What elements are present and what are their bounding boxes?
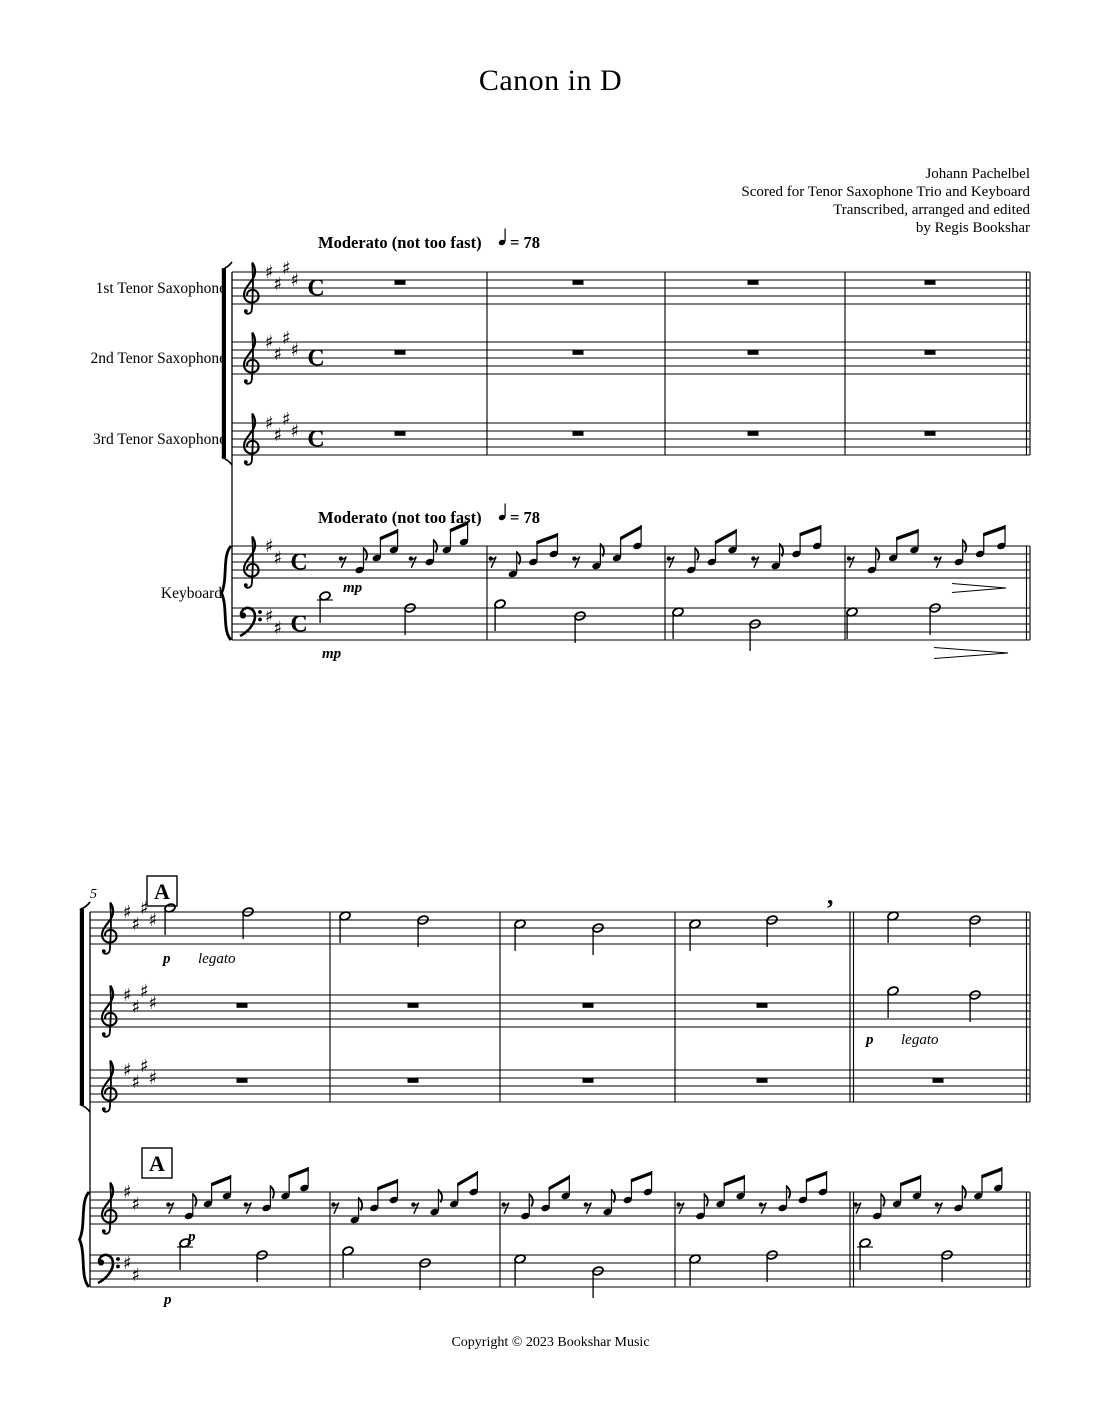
- whole-rest-icon: [573, 280, 584, 285]
- half-note: [339, 911, 351, 943]
- sharp-icon: ♯: [140, 898, 149, 919]
- dynamic-p: p: [188, 1229, 196, 1245]
- measure-number: 5: [90, 887, 97, 902]
- svg-text:A: A: [154, 879, 170, 904]
- beam: [289, 1167, 309, 1179]
- dynamic-mp: mp: [322, 646, 342, 662]
- credit-arranger: by Regis Bookshar: [915, 220, 1030, 236]
- sharp-icon: ♯: [140, 1056, 149, 1077]
- staff-sax1: [232, 272, 1030, 304]
- breath-mark-icon: ,: [827, 881, 834, 910]
- half-note: [689, 919, 701, 951]
- system-2: [80, 876, 1031, 1308]
- whole-rest-icon: [583, 1078, 594, 1083]
- system-1: [90, 229, 1030, 663]
- svg-text:Moderato (not too fast): Moderato (not too fast): [318, 508, 482, 527]
- credit-scoring: Scored for Tenor Saxophone Trio and Keyboard: [741, 184, 1030, 200]
- svg-text:Moderato (not too fast): Moderato (not too fast): [318, 233, 482, 252]
- half-note: [342, 1246, 354, 1278]
- sharp-icon: ♯: [123, 1253, 132, 1274]
- beam: [620, 525, 642, 541]
- piece-title: Canon in D: [478, 64, 623, 97]
- sharp-icon: ♯: [123, 1060, 132, 1081]
- sharp-icon: ♯: [265, 413, 274, 434]
- beam: [211, 1175, 231, 1187]
- sharp-icon: ♯: [123, 902, 132, 923]
- sharp-icon: ♯: [148, 910, 158, 931]
- sharp-icon: ♯: [131, 997, 141, 1018]
- beam: [724, 1175, 745, 1187]
- beam: [715, 529, 737, 545]
- staff-sax3: [232, 423, 1030, 455]
- half-note: [514, 1254, 526, 1286]
- whole-rest-icon: [237, 1078, 248, 1083]
- staff-sax2: [232, 342, 1030, 374]
- credit-composer: Johann Pachelbel: [925, 166, 1030, 182]
- staff-kbd-lh: [90, 1255, 1030, 1287]
- common-time-icon: C: [290, 611, 308, 638]
- sharp-icon: ♯: [273, 344, 283, 365]
- sharp-icon: ♯: [148, 1068, 158, 1089]
- svg-text:= 78: = 78: [510, 508, 541, 527]
- sharp-icon: ♯: [282, 258, 291, 279]
- keyboard-brace: [222, 546, 232, 640]
- sharp-icon: ♯: [265, 262, 274, 283]
- sharp-icon: ♯: [131, 914, 141, 935]
- sax-group-bracket: [80, 909, 84, 1105]
- beam: [549, 1175, 570, 1191]
- half-note: [319, 591, 331, 623]
- beam: [536, 533, 558, 545]
- whole-rest-icon: [757, 1078, 768, 1083]
- staff-kbd-lh: [232, 608, 1030, 640]
- rehearsal-mark: [147, 876, 177, 906]
- half-note: [887, 986, 899, 1018]
- sharp-icon: ♯: [140, 981, 149, 1002]
- whole-rest-icon: [933, 1078, 944, 1083]
- whole-rest-icon: [748, 431, 759, 436]
- sharp-icon: ♯: [265, 606, 274, 627]
- beam: [981, 1167, 1002, 1179]
- staff-sax3: [90, 1070, 1030, 1102]
- rehearsal-mark: [142, 1148, 172, 1178]
- sharp-icon: ♯: [290, 270, 300, 291]
- sharp-icon: ♯: [123, 985, 132, 1006]
- sharp-icon: ♯: [123, 1182, 132, 1203]
- sharp-icon: ♯: [282, 409, 291, 430]
- credit-transcription: Transcribed, arranged and edited: [833, 202, 1030, 218]
- beam: [377, 1179, 398, 1191]
- dynamic-legato: legato: [198, 951, 236, 967]
- whole-rest-icon: [573, 431, 584, 436]
- half-note: [514, 919, 526, 951]
- dynamic-legato: legato: [901, 1032, 939, 1048]
- sharp-icon: ♯: [131, 1194, 141, 1215]
- keyboard-brace: [80, 1192, 90, 1287]
- sharp-icon: ♯: [290, 421, 300, 442]
- sharp-icon: ♯: [265, 536, 274, 557]
- common-time-icon: C: [307, 426, 325, 453]
- whole-rest-icon: [395, 431, 406, 436]
- whole-rest-icon: [583, 1003, 594, 1008]
- sharp-icon: ♯: [273, 274, 283, 295]
- instrument-label: 1st Tenor Saxophone: [95, 280, 226, 297]
- beam: [806, 1171, 827, 1183]
- whole-rest-icon: [925, 431, 936, 436]
- half-note: [887, 911, 899, 943]
- whole-rest-icon: [925, 280, 936, 285]
- common-time-icon: C: [307, 275, 325, 302]
- dynamic-p: p: [164, 1292, 172, 1308]
- quarter-note-icon: [498, 504, 506, 522]
- instrument-label: Keyboard: [160, 585, 222, 602]
- instrument-label: 2nd Tenor Saxophone: [90, 350, 226, 367]
- beam: [457, 1171, 478, 1187]
- common-time-icon: C: [307, 345, 325, 372]
- sharp-icon: ♯: [148, 993, 158, 1014]
- svg-text:A: A: [149, 1151, 165, 1176]
- whole-rest-icon: [408, 1003, 419, 1008]
- whole-rest-icon: [408, 1078, 419, 1083]
- beam: [900, 1175, 921, 1187]
- whole-rest-icon: [395, 350, 406, 355]
- dynamic-p: p: [866, 1032, 874, 1048]
- whole-rest-icon: [925, 350, 936, 355]
- half-note: [494, 599, 506, 631]
- sharp-icon: ♯: [131, 1072, 141, 1093]
- whole-rest-icon: [757, 1003, 768, 1008]
- beam: [380, 529, 398, 541]
- beam: [983, 525, 1005, 537]
- dynamic-mp: mp: [343, 580, 363, 596]
- sharp-icon: ♯: [131, 1265, 141, 1286]
- sharp-icon: ♯: [282, 328, 291, 349]
- beam: [800, 525, 822, 537]
- instrument-label: 3rd Tenor Saxophone: [93, 431, 226, 448]
- beam: [631, 1171, 652, 1183]
- half-note: [672, 607, 684, 639]
- sharp-icon: ♯: [273, 425, 283, 446]
- common-time-icon: C: [290, 549, 308, 576]
- beam: [896, 529, 918, 541]
- whole-rest-icon: [573, 350, 584, 355]
- quarter-note-icon: [498, 229, 506, 247]
- whole-rest-icon: [237, 1003, 248, 1008]
- half-note: [846, 607, 858, 639]
- svg-text:= 78: = 78: [510, 233, 541, 252]
- half-note: [859, 1238, 871, 1270]
- sharp-icon: ♯: [265, 332, 274, 353]
- sharp-icon: ♯: [290, 340, 300, 361]
- whole-rest-icon: [748, 280, 759, 285]
- dynamic-p: p: [163, 951, 171, 967]
- whole-rest-icon: [748, 350, 759, 355]
- whole-rest-icon: [395, 280, 406, 285]
- sharp-icon: ♯: [273, 618, 283, 639]
- staff-sax2: [90, 995, 1030, 1027]
- copyright-line: Copyright © 2023 Bookshar Music: [451, 1335, 650, 1350]
- staff-kbd-rh: [90, 1192, 1030, 1224]
- sharp-icon: ♯: [273, 548, 283, 569]
- half-note: [164, 903, 176, 935]
- staff-sax1: [90, 912, 1030, 944]
- half-note: [689, 1254, 701, 1286]
